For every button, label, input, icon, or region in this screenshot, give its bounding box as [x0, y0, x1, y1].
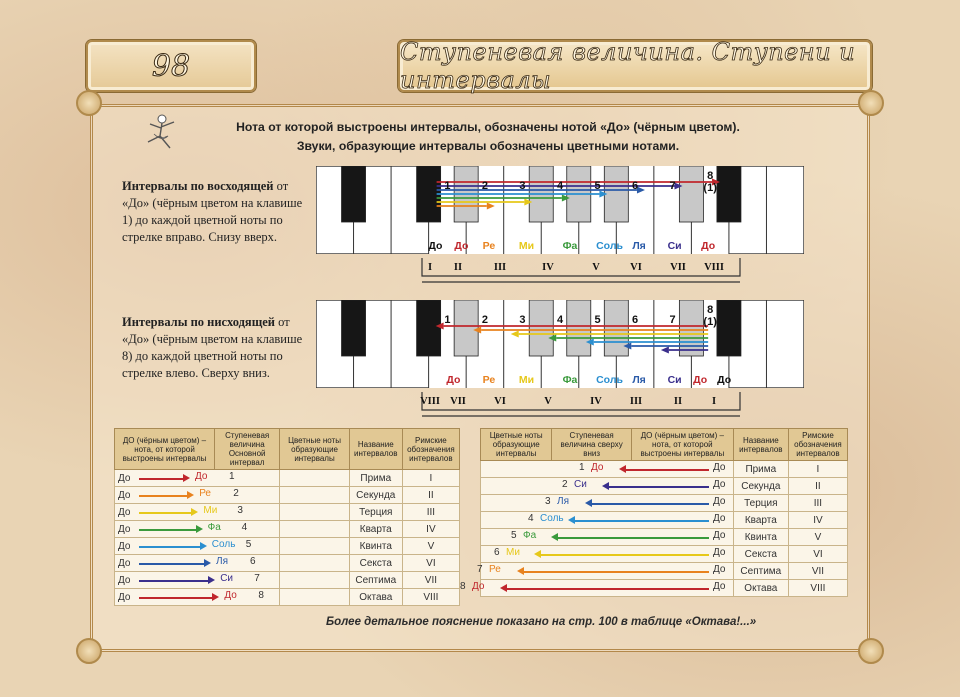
arrow-right-icon — [187, 491, 194, 499]
degree: 5 — [245, 539, 252, 550]
table-row — [115, 589, 460, 606]
roman-numeral: IV — [542, 262, 554, 273]
interval-name: Квинта — [349, 538, 402, 555]
left-header-interval-name: Название интервалов — [349, 429, 402, 470]
right-header-degree: Ступеневая величина сверху вниз — [552, 429, 632, 461]
roman-numeral: I — [402, 470, 459, 487]
to-note: Ми — [203, 505, 218, 516]
black-key — [679, 300, 703, 356]
roman-numeral: V — [402, 538, 459, 555]
to-note: До — [472, 581, 485, 592]
to-note: Соль — [211, 539, 236, 550]
arrow-right-icon — [204, 559, 211, 567]
colored-notes-cell — [280, 470, 349, 487]
table-row — [115, 555, 460, 572]
from-note: До — [118, 489, 131, 501]
roman-numeral: VII — [402, 572, 459, 589]
intro-line-1: Нота от которой выстроены интервалы, обозначены нотой «До» (чёрным цветом). — [236, 120, 740, 134]
roman-numeral: I — [788, 461, 847, 478]
arrow-line — [139, 546, 200, 548]
black-key — [717, 166, 741, 222]
note-label: До — [428, 240, 443, 252]
key-number: 2 — [481, 314, 488, 326]
arrow-right-icon — [208, 576, 215, 584]
from-note: До — [118, 506, 131, 518]
to-note: Ля — [216, 556, 228, 567]
note-label: Фа — [562, 374, 578, 386]
intro-text — [188, 118, 788, 156]
left-header-do: ДО (чёрным цветом) – нота, от которой выстроены интервалы — [115, 429, 215, 470]
degree: 7 — [477, 564, 483, 575]
roman-numeral: III — [788, 495, 847, 512]
from-note: До — [118, 591, 131, 603]
roman-numeral: I — [427, 262, 433, 273]
black-key — [342, 300, 366, 356]
roman-numeral: IV — [402, 521, 459, 538]
black-key — [679, 166, 703, 222]
key-number: 2 — [481, 180, 488, 192]
interval-arrow-cell — [481, 546, 734, 563]
table-row — [481, 529, 848, 546]
arrow-right-icon — [200, 542, 207, 550]
to-note: До — [224, 590, 237, 601]
to-note: Фа — [523, 530, 537, 541]
key-number: (1) — [703, 316, 717, 328]
corner-ornament-icon — [858, 90, 884, 116]
table-row — [115, 572, 460, 589]
page-number-plate — [86, 40, 256, 92]
key-number: 6 — [632, 314, 639, 326]
ascending-caption-text: от «До» (чёрным цветом на клавише 1) до каждой цветной ноты по стрелке вправо. Снизу вверх. — [122, 179, 303, 244]
degree: 5 — [511, 530, 517, 541]
interval-name: Секста — [733, 546, 788, 563]
corner-ornament-icon — [76, 638, 102, 664]
from-note: До — [713, 547, 726, 558]
left-intervals-table — [114, 428, 460, 606]
interval-name: Октава — [733, 580, 788, 597]
note-label: Соль — [596, 240, 623, 252]
note-label: Ми — [518, 240, 535, 252]
interval-bracket — [420, 258, 742, 288]
roman-numeral: III — [493, 262, 507, 273]
left-header-colored-notes: Цветные ноты образующие интервалы — [280, 429, 349, 470]
arrow-right-icon — [191, 508, 198, 516]
key-number: 1 — [444, 180, 451, 192]
degree: 1 — [579, 462, 585, 473]
arrow-line — [574, 520, 709, 522]
black-key — [454, 300, 478, 356]
note-label: Ля — [632, 374, 646, 386]
interval-name: Септима — [349, 572, 402, 589]
interval-name: Секунда — [733, 478, 788, 495]
key-number: 4 — [556, 180, 564, 192]
right-header-roman: Римские обозначения интервалов — [788, 429, 847, 461]
roman-numeral: II — [453, 262, 463, 273]
key-number: 7 — [669, 314, 676, 326]
note-label: До — [701, 240, 716, 252]
interval-arrow-cell — [115, 487, 280, 504]
interval-name: Терция — [733, 495, 788, 512]
arrow-line — [523, 571, 709, 573]
interval-name: Кварта — [733, 512, 788, 529]
colored-notes-cell — [280, 521, 349, 538]
black-key — [604, 300, 628, 356]
to-note: Соль — [540, 513, 564, 524]
descending-caption-title: Интервалы по нисходящей — [122, 315, 275, 329]
note-label: До — [454, 240, 469, 252]
right-header-interval-name: Название интервалов — [733, 429, 788, 461]
from-note: До — [118, 574, 131, 586]
interval-name: Секунда — [349, 487, 402, 504]
to-note: Ми — [506, 547, 520, 558]
roman-numeral: VII — [670, 262, 686, 273]
degree: 2 — [233, 488, 239, 499]
arrow-line — [139, 495, 187, 497]
key-number: 6 — [632, 180, 639, 192]
colored-notes-cell — [280, 504, 349, 521]
to-note: До — [591, 462, 604, 473]
table-row — [481, 563, 848, 580]
interval-arrow-cell — [481, 529, 734, 546]
interval-bracket — [420, 392, 742, 422]
footer-note: Более детальное пояснение показано на стр. 100 в таблице «Октава!...» — [326, 616, 757, 628]
table-row — [481, 495, 848, 512]
note-label: Ля — [632, 240, 646, 252]
ascending-caption-title: Интервалы по восходящей — [122, 179, 274, 193]
black-key — [567, 300, 591, 356]
degree: 3 — [545, 496, 551, 507]
degree: 3 — [237, 505, 243, 516]
roman-numeral: II — [673, 396, 683, 407]
arrow-line — [139, 478, 183, 480]
table-row — [115, 487, 460, 504]
colored-notes-cell — [280, 487, 349, 504]
arrow-line — [608, 486, 709, 488]
interval-name: Септима — [733, 563, 788, 580]
arrow-line — [139, 580, 208, 582]
to-note: Ре — [199, 488, 211, 499]
interval-arrow-cell — [115, 555, 280, 572]
from-note: До — [713, 530, 726, 541]
interval-arrow-cell — [481, 495, 734, 512]
table-row — [115, 521, 460, 538]
roman-numeral: VIII — [788, 580, 847, 597]
roman-numeral: I — [711, 396, 717, 407]
key-number: 3 — [519, 180, 526, 192]
key-number: 4 — [556, 314, 564, 326]
interval-name: Терция — [349, 504, 402, 521]
degree: 4 — [528, 513, 534, 524]
arrow-line — [139, 563, 204, 565]
table-row — [481, 546, 848, 563]
key-number: 3 — [519, 314, 526, 326]
from-note: До — [713, 564, 726, 575]
arrow-line — [139, 597, 212, 599]
key-number: 5 — [594, 180, 601, 192]
degree: 8 — [258, 590, 264, 601]
colored-notes-cell — [280, 555, 349, 572]
arrow-line — [540, 554, 709, 556]
interval-arrow-cell — [481, 512, 734, 529]
interval-name: Кварта — [349, 521, 402, 538]
key-number: 1 — [444, 314, 451, 326]
from-note: До — [118, 523, 131, 535]
note-label: Си — [667, 240, 682, 252]
black-key — [604, 166, 628, 222]
note-label: Фа — [562, 240, 578, 252]
arrow-right-icon — [212, 593, 219, 601]
to-note: Ля — [557, 496, 569, 507]
roman-numeral: V — [544, 396, 552, 407]
key-number: 5 — [594, 314, 601, 326]
interval-name: Квинта — [733, 529, 788, 546]
from-note: До — [118, 540, 131, 552]
to-note: Си — [220, 573, 233, 584]
from-note: До — [713, 496, 726, 507]
table-row — [115, 470, 460, 487]
table-row — [481, 580, 848, 597]
interval-name: Октава — [349, 589, 402, 606]
colored-notes-cell — [280, 589, 349, 606]
arrow-line — [557, 537, 709, 539]
roman-numeral: VIII — [704, 262, 724, 273]
arrow-line — [591, 503, 709, 505]
to-note: Си — [574, 479, 587, 490]
key-number: (1) — [703, 182, 717, 194]
interval-arrow-cell — [460, 580, 734, 597]
roman-numeral: III — [629, 396, 643, 407]
arrow-line — [625, 469, 709, 471]
degree: 8 — [460, 581, 466, 592]
interval-arrow-cell — [115, 504, 280, 521]
title-plate — [398, 40, 872, 92]
black-key — [417, 300, 441, 356]
page-number: 98 — [151, 48, 191, 84]
interval-arrow-cell — [115, 589, 280, 606]
to-note: Фа — [207, 522, 221, 533]
ascending-caption — [122, 178, 312, 246]
arrow-line — [506, 588, 709, 590]
note-label: Ми — [518, 374, 535, 386]
degree: 2 — [562, 479, 568, 490]
arrow-line — [139, 512, 191, 514]
from-note: До — [713, 479, 726, 490]
degree: 6 — [494, 547, 500, 558]
interval-arrow-cell — [115, 521, 280, 538]
to-note: До — [195, 471, 208, 482]
colored-notes-cell — [280, 572, 349, 589]
note-label: Си — [667, 374, 682, 386]
black-key — [529, 300, 553, 356]
roman-numeral: VI — [788, 546, 847, 563]
to-note: Ре — [489, 564, 501, 575]
degree: 6 — [250, 556, 256, 567]
dancer-icon — [140, 112, 180, 154]
interval-name: Секста — [349, 555, 402, 572]
right-intervals-table — [460, 428, 848, 597]
note-label: Ре — [482, 374, 496, 386]
roman-numeral: VIII — [402, 589, 459, 606]
from-note: До — [118, 472, 131, 484]
degree: 4 — [241, 522, 248, 533]
page-title: Ступеневая величина. Ступени и интервалы — [400, 38, 856, 94]
descending-caption-text: от «До» (чёрным цветом на клавише 8) до каждой цветной ноты по стрелке влево. Сверху вниз. — [122, 315, 303, 380]
left-header-roman: Римские обозначения интервалов — [402, 429, 459, 470]
interval-arrow-cell — [477, 563, 734, 580]
roman-numeral: IV — [590, 396, 602, 407]
right-header-colored-notes: Цветные ноты образующие интервалы — [481, 429, 552, 461]
black-key — [342, 166, 366, 222]
interval-arrow-cell — [115, 470, 280, 487]
from-note: До — [118, 557, 131, 569]
right-header-do: ДО (чёрным цветом) – нота, от которой выстроены интервалы — [631, 429, 733, 461]
key-number: 8 — [707, 304, 714, 316]
roman-numeral: IV — [788, 512, 847, 529]
roman-numeral: VII — [450, 396, 466, 407]
interval-arrow-cell — [115, 572, 280, 589]
from-note: До — [713, 462, 726, 473]
note-label: Ре — [482, 240, 496, 252]
table-row — [115, 504, 460, 521]
corner-ornament-icon — [858, 638, 884, 664]
table-row — [481, 461, 848, 478]
roman-numeral: VI — [402, 555, 459, 572]
roman-numeral: III — [402, 504, 459, 521]
from-note: До — [713, 581, 726, 592]
roman-numeral: VI — [630, 262, 642, 273]
note-label: До — [717, 374, 732, 386]
interval-name: Прима — [733, 461, 788, 478]
roman-numeral: VI — [494, 396, 506, 407]
roman-numeral: VIII — [420, 396, 440, 407]
descending-caption — [122, 314, 312, 382]
key-number: 8 — [707, 170, 714, 182]
colored-notes-cell — [280, 538, 349, 555]
corner-ornament-icon — [76, 90, 102, 116]
roman-numeral: VII — [788, 563, 847, 580]
roman-numeral: II — [788, 478, 847, 495]
table-row — [481, 478, 848, 495]
degree: 1 — [229, 471, 235, 482]
black-key — [717, 300, 741, 356]
roman-numeral: II — [402, 487, 459, 504]
arrow-right-icon — [196, 525, 203, 533]
intro-line-2: Звуки, образующие интервалы обозначены цветными нотами. — [296, 139, 680, 153]
arrow-right-icon — [183, 474, 190, 482]
arrow-line — [139, 529, 196, 531]
interval-arrow-cell — [481, 478, 734, 495]
note-label: До — [693, 374, 708, 386]
table-row — [481, 512, 848, 529]
note-label: До — [446, 374, 461, 386]
roman-numeral: V — [788, 529, 847, 546]
interval-name: Прима — [349, 470, 402, 487]
degree: 7 — [254, 573, 260, 584]
interval-arrow-cell — [481, 461, 734, 478]
note-label: Соль — [596, 374, 623, 386]
interval-arrow-cell — [115, 538, 280, 555]
left-header-degree: Ступеневая величина Основной интервал — [215, 429, 280, 470]
roman-numeral: V — [592, 262, 600, 273]
key-number: 7 — [669, 180, 676, 192]
from-note: До — [713, 513, 726, 524]
table-row — [115, 538, 460, 555]
